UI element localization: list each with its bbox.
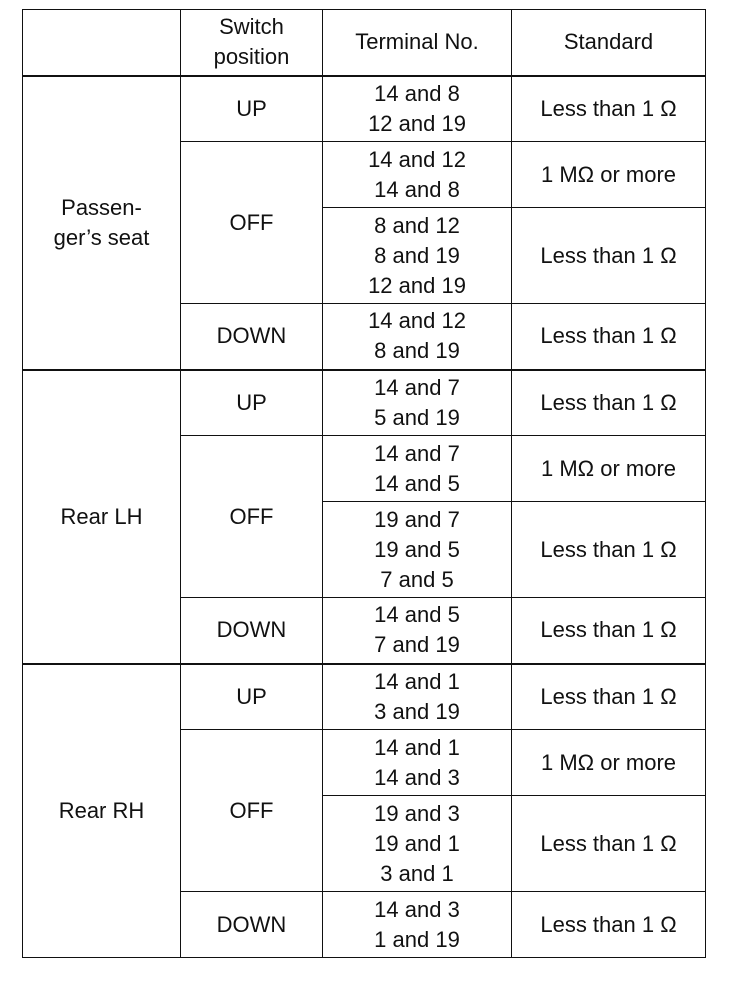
terminal-pair: 14 and 8 [374,80,460,106]
table-row [23,76,706,142]
terminal-pair: 12 and 19 [368,110,466,136]
seat-cell [23,370,181,664]
terminal-pair: 7 and 19 [374,632,460,658]
header-terminal-no: Terminal No. [323,10,512,76]
terminal-pair: 14 and 5 [374,602,460,628]
seat-label-line: Passen- [61,194,142,220]
standard-cell: Less than 1 Ω [512,502,706,598]
terminal-cell [323,502,512,598]
header-switch-position [181,10,323,76]
terminal-cell [323,208,512,304]
terminal-pair: 14 and 8 [374,176,460,202]
seat-label-line: Rear RH [58,797,145,823]
terminal-pair: 14 and 12 [368,308,466,334]
terminal-cell [323,436,512,502]
switch-position-cell: OFF [181,142,323,304]
terminal-pair: 19 and 1 [374,830,460,856]
terminal-pair: 14 and 7 [374,440,460,466]
table-row [23,370,706,436]
terminal-pair: 14 and 3 [374,764,460,790]
standard-cell: 1 MΩ or more [512,436,706,502]
terminal-pair: 14 and 3 [374,896,460,922]
terminal-pair: 1 and 19 [374,926,460,952]
switch-position-cell: OFF [181,730,323,892]
standard-cell: 1 MΩ or more [512,730,706,796]
terminal-cell [323,892,512,958]
seat-cell [23,664,181,958]
terminal-pair: 3 and 1 [380,860,454,886]
standard-cell: Less than 1 Ω [512,598,706,664]
terminal-cell [323,730,512,796]
header-switch-position-line: position [213,44,290,70]
terminal-pair: 14 and 5 [374,470,460,496]
switch-position-cell: DOWN [181,598,323,664]
terminal-pair: 5 and 19 [374,404,460,430]
terminal-pair: 14 and 1 [374,734,460,760]
terminal-pair: 19 and 7 [374,506,460,532]
terminal-cell [323,76,512,142]
terminal-cell [323,598,512,664]
switch-position-cell: OFF [181,436,323,598]
standard-cell: Less than 1 Ω [512,76,706,142]
terminal-cell [323,796,512,892]
header-seat [23,10,181,76]
standard-cell: Less than 1 Ω [512,208,706,304]
switch-position-cell: DOWN [181,892,323,958]
seat-label-line: Rear LH [60,503,143,529]
terminal-cell [323,142,512,208]
terminal-pair: 8 and 12 [374,212,460,238]
terminal-cell [323,304,512,370]
header-switch-position-line: Switch [219,14,284,40]
switch-position-cell: UP [181,664,323,730]
switch-position-cell: UP [181,76,323,142]
terminal-pair: 14 and 12 [368,146,466,172]
terminal-pair: 7 and 5 [380,566,454,592]
standard-cell: Less than 1 Ω [512,796,706,892]
terminal-pair: 14 and 1 [374,668,460,694]
switch-position-cell: DOWN [181,304,323,370]
seat-label-line: ger’s seat [53,224,150,250]
terminal-pair: 8 and 19 [374,338,460,364]
switch-inspection-table [22,9,706,958]
terminal-cell [323,370,512,436]
terminal-pair: 19 and 3 [374,800,460,826]
terminal-pair: 12 and 19 [368,272,466,298]
standard-cell: Less than 1 Ω [512,892,706,958]
terminal-cell [323,664,512,730]
switch-position-cell: UP [181,370,323,436]
standard-cell: Less than 1 Ω [512,370,706,436]
standard-cell: Less than 1 Ω [512,664,706,730]
standard-cell: 1 MΩ or more [512,142,706,208]
seat-cell [23,76,181,370]
table-row [23,664,706,730]
table-body [23,10,706,958]
terminal-pair: 8 and 19 [374,242,460,268]
terminal-pair: 3 and 19 [374,698,460,724]
header-standard: Standard [512,10,706,76]
standard-cell: Less than 1 Ω [512,304,706,370]
terminal-pair: 19 and 5 [374,536,460,562]
terminal-pair: 14 and 7 [374,374,460,400]
header-row [23,10,706,76]
